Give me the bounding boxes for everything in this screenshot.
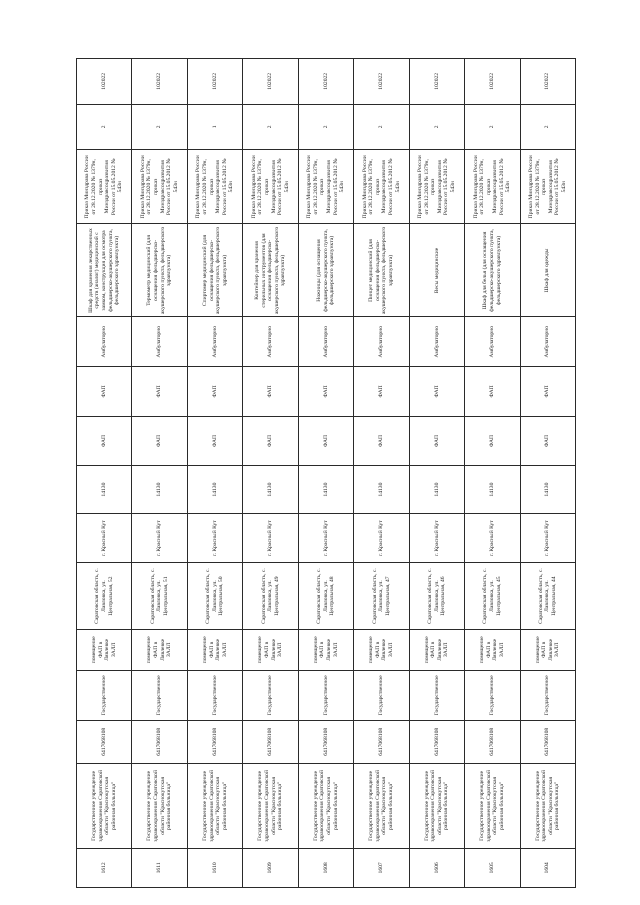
cell-address: Саратовская область, с. Лавловка, ул. Центральная, 45 (465, 563, 520, 629)
cell-facility-subkind: ФАП (187, 367, 242, 417)
cell-inn: 6417068108 (354, 720, 409, 763)
cell-okato-code: 14130 (243, 466, 298, 514)
cell-equipment-description: Весы медицинские (409, 224, 464, 317)
cell-premises: помещение ФАП в Лявлевке ЗАЛЛ (77, 629, 132, 670)
cell-ownership-form: Государственное (465, 670, 520, 720)
cell-care-type: Амбулаторно (520, 317, 576, 367)
cell-facility-kind: ФАП (187, 416, 242, 466)
cell-inn: 6417068108 (132, 720, 187, 763)
cell-facility-subkind: ФАП (77, 367, 132, 417)
cell-period: 102022 (465, 59, 520, 105)
cell-record-id: 1612 (77, 848, 132, 887)
cell-period: 102022 (243, 59, 298, 105)
cell-facility-kind: ФАП (243, 416, 298, 466)
cell-period: 102022 (187, 59, 242, 105)
cell-record-id: 1608 (298, 848, 353, 887)
cell-record-id: 1609 (243, 848, 298, 887)
cell-ownership-form: Государственное (354, 670, 409, 720)
cell-legal-basis: Приказ Минздрава России от 28.12.2020 № 1379н, приказ Минздравсоцразвития России от 15.05.2012 № 543н (298, 150, 353, 224)
cell-premises: помещение ФАП в Лявлевке ЗАЛЛ (187, 629, 242, 670)
cell-quantity: 1 (187, 104, 242, 149)
cell-record-id: 1607 (354, 848, 409, 887)
cell-record-id: 1606 (409, 848, 464, 887)
cell-care-type: Амбулаторно (187, 317, 242, 367)
cell-equipment-description: Шкаф для хранения лекарственных средств (аналог) медицинский с замком, конструкция для осмотра фельдшерско-акушерского пункта, фельдшерского здравпункта) (77, 224, 132, 317)
cell-organization: Государственное учреждение здравоохранения Саратовской области "Краснокутская районная больница" (465, 763, 520, 848)
cell-okato-code: 14130 (298, 466, 353, 514)
cell-equipment-description: Термометр медицинский (для оснащения фельдшерско-акушерского пункта, фельдшерского здравпункта) (132, 224, 187, 317)
cell-premises: помещение ФАП в Лявлевке ЗАЛЛ (354, 629, 409, 670)
cell-premises: помещение ФАП в Лявлевке ЗАЛЛ (520, 629, 576, 670)
cell-address: Саратовская область, с. Лавловка, ул. Центральная, 50 (187, 563, 242, 629)
cell-care-type: Амбулаторно (465, 317, 520, 367)
cell-facility-kind: ФАП (77, 416, 132, 466)
cell-facility-subkind: ФАП (243, 367, 298, 417)
cell-okato-code: 14130 (520, 466, 576, 514)
cell-district: г. Красный Кут (298, 513, 353, 563)
table-row (187, 59, 242, 888)
cell-equipment-description: Шкаф для белья (для оснащения фельдшерско-акушерского пункта, фельдшерского здравпункта) (465, 224, 520, 317)
cell-district: г. Красный Кут (354, 513, 409, 563)
cell-organization: Государственное учреждение здравоохранения Саратовской области "Краснокутская районная больница" (409, 763, 464, 848)
cell-legal-basis: Приказ Минздрава России от 28.12.2020 № 1379н, приказ Минздравсоцразвития России от 15.05.2012 № 543н (243, 150, 298, 224)
cell-quantity: 2 (520, 104, 576, 149)
cell-okato-code: 14130 (354, 466, 409, 514)
cell-period: 102022 (520, 59, 576, 105)
cell-inn: 6417068108 (520, 720, 576, 763)
cell-premises: помещение ФАП в Лявлевке ЗАЛЛ (298, 629, 353, 670)
equipment-table (76, 58, 576, 888)
table-row (132, 59, 187, 888)
table-row (298, 59, 353, 888)
cell-facility-kind: ФАП (298, 416, 353, 466)
cell-ownership-form: Государственное (132, 670, 187, 720)
cell-okato-code: 14130 (409, 466, 464, 514)
table-row (409, 59, 464, 888)
table-row (243, 59, 298, 888)
cell-premises: помещение ФАП в Лявлевке ЗАЛЛ (465, 629, 520, 670)
cell-equipment-description: Пинцет медицинский (для оснащения фельдшерско-акушерского пункта, фельдшерского здравпункта) (354, 224, 409, 317)
cell-inn: 6417068108 (187, 720, 242, 763)
cell-district: г. Красный Кут (465, 513, 520, 563)
cell-district: г. Красный Кут (520, 513, 576, 563)
cell-address: Саратовская область, с. Лавловка, ул. Центральная, 44 (520, 563, 576, 629)
cell-facility-subkind: ФАП (354, 367, 409, 417)
cell-okato-code: 14130 (465, 466, 520, 514)
cell-ownership-form: Государственное (409, 670, 464, 720)
cell-inn: 6417068108 (77, 720, 132, 763)
cell-facility-kind: ФАП (132, 416, 187, 466)
cell-legal-basis: Приказ Минздрава России от 28.12.2020 № 1379н, приказ Минздравсоцразвития России от 15.05.2012 № 543н (77, 150, 132, 224)
cell-equipment-description: Ножницы (для оснащения фельдшерско-акушерского пункта, фельдшерского здравпункта) (298, 224, 353, 317)
cell-inn: 6417068108 (243, 720, 298, 763)
cell-period: 102022 (298, 59, 353, 105)
cell-period: 102022 (354, 59, 409, 105)
cell-district: г. Красный Кут (187, 513, 242, 563)
cell-care-type: Амбулаторно (409, 317, 464, 367)
cell-ownership-form: Государственное (520, 670, 576, 720)
cell-equipment-description: Контейнер для хранения стерильных инструментов (для оснащения фельдшерско-акушерского пункта, фельдшерского здравпункта) (243, 224, 298, 317)
cell-premises: помещение ФАП в Лявлевке ЗАЛЛ (409, 629, 464, 670)
cell-address: Саратовская область, с. Лавловка, ул. Центральная, 49 (243, 563, 298, 629)
cell-address: Саратовская область, с. Лавловка, ул. Центральная, 52 (77, 563, 132, 629)
cell-inn: 6417068108 (409, 720, 464, 763)
cell-quantity: 2 (243, 104, 298, 149)
cell-legal-basis: Приказ Минздрава России от 28.12.2020 № 1379н, приказ Минздравсоцразвития России от 15.05.2012 № 543н (354, 150, 409, 224)
cell-legal-basis: Приказ Минздрава России от 28.12.2020 № 1379н, приказ Минздравсоцразвития России от 15.05.2012 № 543н (187, 150, 242, 224)
cell-quantity: 2 (354, 104, 409, 149)
table-row (465, 59, 520, 888)
cell-legal-basis: Приказ Минздрава России от 28.12.2020 № 1379н, приказ Минздравсоцразвития России от 15.05.2012 № 543н (465, 150, 520, 224)
cell-quantity: 2 (298, 104, 353, 149)
cell-address: Саратовская область, с. Лавловка, ул. Центральная, 46 (409, 563, 464, 629)
table-row (354, 59, 409, 888)
cell-premises: помещение ФАП в Лявлевке ЗАЛЛ (132, 629, 187, 670)
cell-period: 102022 (77, 59, 132, 105)
cell-organization: Государственное учреждение здравоохранения Саратовской области "Краснокутская районная больница" (354, 763, 409, 848)
cell-district: г. Красный Кут (243, 513, 298, 563)
cell-address: Саратовская область, с. Лавловка, ул. Центральная, 51 (132, 563, 187, 629)
cell-district: г. Красный Кут (132, 513, 187, 563)
cell-ownership-form: Государственное (77, 670, 132, 720)
cell-organization: Государственное учреждение здравоохранения Саратовской области "Краснокутская районная больница" (298, 763, 353, 848)
cell-facility-kind: ФАП (409, 416, 464, 466)
cell-facility-kind: ФАП (354, 416, 409, 466)
cell-care-type: Амбулаторно (243, 317, 298, 367)
cell-period: 102022 (409, 59, 464, 105)
cell-facility-subkind: ФАП (520, 367, 576, 417)
cell-organization: Государственное учреждение здравоохранения Саратовской области "Краснокутская районная больница" (520, 763, 576, 848)
cell-legal-basis: Приказ Минздрава России от 28.12.2020 № 1379н, приказ Минздравсоцразвития России от 15.05.2012 № 543н (409, 150, 464, 224)
cell-facility-subkind: ФАП (298, 367, 353, 417)
cell-period: 102022 (132, 59, 187, 105)
cell-address: Саратовская область, с. Лавловка, ул. Центральная, 48 (298, 563, 353, 629)
table-row (77, 59, 132, 888)
cell-record-id: 1610 (187, 848, 242, 887)
cell-quantity: 2 (77, 104, 132, 149)
cell-facility-subkind: ФАП (132, 367, 187, 417)
cell-care-type: Амбулаторно (354, 317, 409, 367)
cell-equipment-description: Спиртомер медицинский (для оснащения фельдшерско-акушерского пункта, фельдшерского здравпункта) (187, 224, 242, 317)
cell-legal-basis: Приказ Минздрава России от 28.12.2020 № 1379н, приказ Минздравсоцразвития России от 15.05.2012 № 543н (520, 150, 576, 224)
cell-okato-code: 14130 (132, 466, 187, 514)
cell-district: г. Красный Кут (77, 513, 132, 563)
cell-address: Саратовская область, с. Лавловка, ул. Центральная, 47 (354, 563, 409, 629)
cell-legal-basis: Приказ Минздрава России от 28.12.2020 № 1379н, приказ Минздравсоцразвития России от 15.05.2012 № 543н (132, 150, 187, 224)
cell-inn: 6417068108 (465, 720, 520, 763)
cell-facility-kind: ФАП (520, 416, 576, 466)
cell-district: г. Красный Кут (409, 513, 464, 563)
cell-organization: Государственное учреждение здравоохранения Саратовской области "Краснокутская районная больница" (132, 763, 187, 848)
cell-facility-subkind: ФАП (465, 367, 520, 417)
cell-okato-code: 14130 (187, 466, 242, 514)
cell-okato-code: 14130 (77, 466, 132, 514)
cell-ownership-form: Государственное (187, 670, 242, 720)
cell-record-id: 1604 (520, 848, 576, 887)
cell-care-type: Амбулаторно (77, 317, 132, 367)
cell-organization: Государственное учреждение здравоохранения Саратовской области "Краснокутская районная больница" (243, 763, 298, 848)
cell-ownership-form: Государственное (243, 670, 298, 720)
cell-ownership-form: Государственное (298, 670, 353, 720)
cell-quantity: 2 (465, 104, 520, 149)
cell-organization: Государственное учреждение здравоохранения Саратовской области "Краснокутская районная больница" (77, 763, 132, 848)
cell-organization: Государственное учреждение здравоохранения Саратовской области "Краснокутская районная больница" (187, 763, 242, 848)
cell-care-type: Амбулаторно (132, 317, 187, 367)
table-row (520, 59, 576, 888)
cell-premises: помещение ФАП в Лявлевке ЗАЛЛ (243, 629, 298, 670)
cell-inn: 6417068108 (298, 720, 353, 763)
cell-quantity: 2 (132, 104, 187, 149)
cell-equipment-description: Шкаф для одежды (520, 224, 576, 317)
cell-facility-kind: ФАП (465, 416, 520, 466)
cell-care-type: Амбулаторно (298, 317, 353, 367)
cell-facility-subkind: ФАП (409, 367, 464, 417)
rotated-table-wrapper (76, 58, 576, 888)
cell-record-id: 1611 (132, 848, 187, 887)
cell-record-id: 1605 (465, 848, 520, 887)
cell-quantity: 2 (409, 104, 464, 149)
